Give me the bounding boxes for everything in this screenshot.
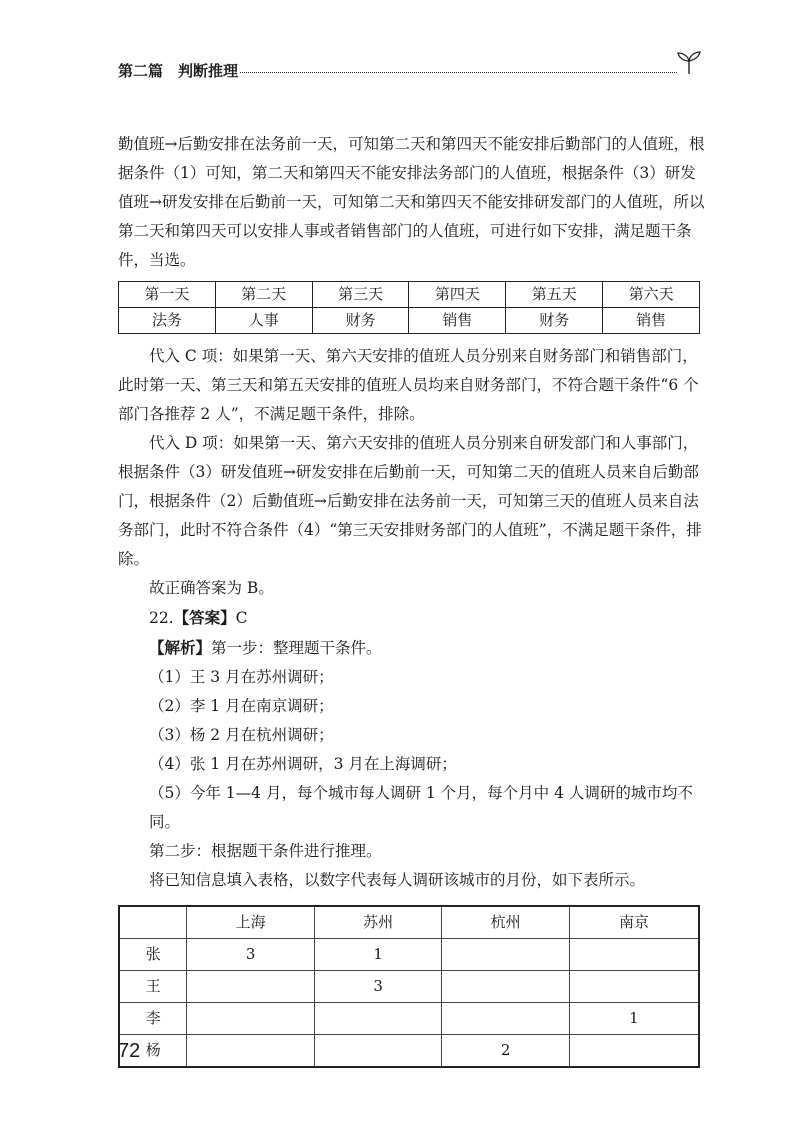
condition-2: （2）李 1 月在南京调研；	[149, 697, 334, 715]
table-row	[119, 282, 700, 308]
page-number: 72	[118, 1040, 141, 1062]
header-title: 第二篇 判断推理	[118, 62, 239, 80]
table-row	[119, 971, 699, 1003]
question-22-answer	[118, 603, 710, 633]
table-header-cell	[119, 906, 187, 939]
table-cell	[187, 1035, 315, 1068]
table-cell	[442, 971, 570, 1003]
row-label-cell: 张	[119, 939, 187, 971]
table-header-cell: 苏州	[314, 906, 442, 939]
table-cell: 销售	[409, 308, 506, 334]
paragraph-option-c: 代入 C 项：如果第一天、第六天安排的值班人员分别来自财务部门和销售部门，此时第一天、第三天和第五天安排的值班人员均来自财务部门，不符合题干条件“6 个部门各推荐 2 人”，不满足题干条件，排除。	[118, 347, 699, 423]
city-month-table	[118, 905, 700, 1068]
running-header	[118, 60, 703, 84]
sprout-icon	[675, 48, 703, 76]
duty-schedule-table	[118, 281, 700, 334]
table-cell	[187, 1003, 315, 1035]
header-dotted-rule	[240, 72, 677, 73]
table-header-cell: 第一天	[119, 282, 216, 308]
table-cell: 3	[187, 939, 315, 971]
condition-5: （5）今年 1—4 月，每个城市每人调研 1 个月，每个月中 4 人调研的城市均不同。	[149, 784, 693, 831]
condition-1: （1）王 3 月在苏州调研；	[149, 668, 334, 686]
table-cell	[187, 971, 315, 1003]
table-header-cell: 上海	[187, 906, 315, 939]
row-label-cell: 杨	[119, 1035, 187, 1068]
table-cell: 3	[314, 971, 442, 1003]
table-header-cell: 杭州	[442, 906, 570, 939]
table-cell: 人事	[215, 308, 312, 334]
table-cell: 1	[314, 939, 442, 971]
table-cell	[569, 971, 699, 1003]
table-row	[119, 1035, 699, 1068]
table-row	[119, 906, 699, 939]
answer-label: 【答案】	[173, 608, 236, 627]
table-cell	[442, 939, 570, 971]
table-cell: 2	[442, 1035, 570, 1068]
table-row	[119, 939, 699, 971]
table-cell: 财务	[506, 308, 603, 334]
table-cell	[569, 939, 699, 971]
page-body	[118, 130, 710, 1068]
table-cell	[442, 1003, 570, 1035]
question-number: 22.	[149, 609, 174, 627]
table-cell: 1	[569, 1003, 699, 1035]
analysis-line	[118, 633, 710, 663]
table-header-cell: 第三天	[312, 282, 409, 308]
table-row	[119, 308, 700, 334]
table-header-cell: 第六天	[603, 282, 700, 308]
paragraph-option-d: 代入 D 项：如果第一天、第六天安排的值班人员分别来自研发部门和人事部门，根据条件（3）研发值班→研发安排在后勤前一天，可知第二天的值班人员来自后勤部门，根据条件（2）后勤值班→后勤安排在法务前一天，可知第三天的值班人员来自法务部门，此时不符合条件（4）“第三天安排财务部门的人值班”，不满足题干条件，排除。	[118, 434, 702, 568]
analysis-label: 【解析】	[149, 638, 212, 657]
table-header-cell: 第二天	[215, 282, 312, 308]
table-cell	[314, 1035, 442, 1068]
condition-3: （3）杨 2 月在杭州调研；	[149, 726, 334, 744]
step-2-description: 将已知信息填入表格，以数字代表每人调研该城市的月份，如下表所示。	[149, 871, 646, 889]
analysis-text: 第一步：整理题干条件。	[211, 639, 382, 657]
table-cell: 销售	[603, 308, 700, 334]
row-label-cell: 李	[119, 1003, 187, 1035]
table-header-cell: 第四天	[409, 282, 506, 308]
condition-4: （4）张 1 月在苏州调研，3 月在上海调研；	[149, 755, 457, 773]
table-header-cell: 南京	[569, 906, 699, 939]
table-cell: 财务	[312, 308, 409, 334]
answer-value: C	[235, 609, 248, 627]
table-row	[119, 1003, 699, 1035]
paragraph-continuation: 勤值班→后勤安排在法务前一天，可知第二天和第四天不能安排后勤部门的人值班，根据条件（1）可知，第二天和第四天不能安排法务部门的人值班，根据条件（3）研发值班→研发安排在后勤前一天，可知第二天和第四天不能安排研发部门的人值班，所以第二天和第四天可以安排人事或者销售部门的人值班，可进行如下安排，满足题干条件，当选。	[118, 135, 705, 269]
table-cell	[569, 1035, 699, 1068]
step-2-title: 第二步：根据题干条件进行推理。	[149, 842, 382, 860]
table-header-cell: 第五天	[506, 282, 603, 308]
row-label-cell: 王	[119, 971, 187, 1003]
table-cell	[314, 1003, 442, 1035]
table-cell: 法务	[119, 308, 216, 334]
conclusion-line: 故正确答案为 B。	[149, 579, 274, 597]
